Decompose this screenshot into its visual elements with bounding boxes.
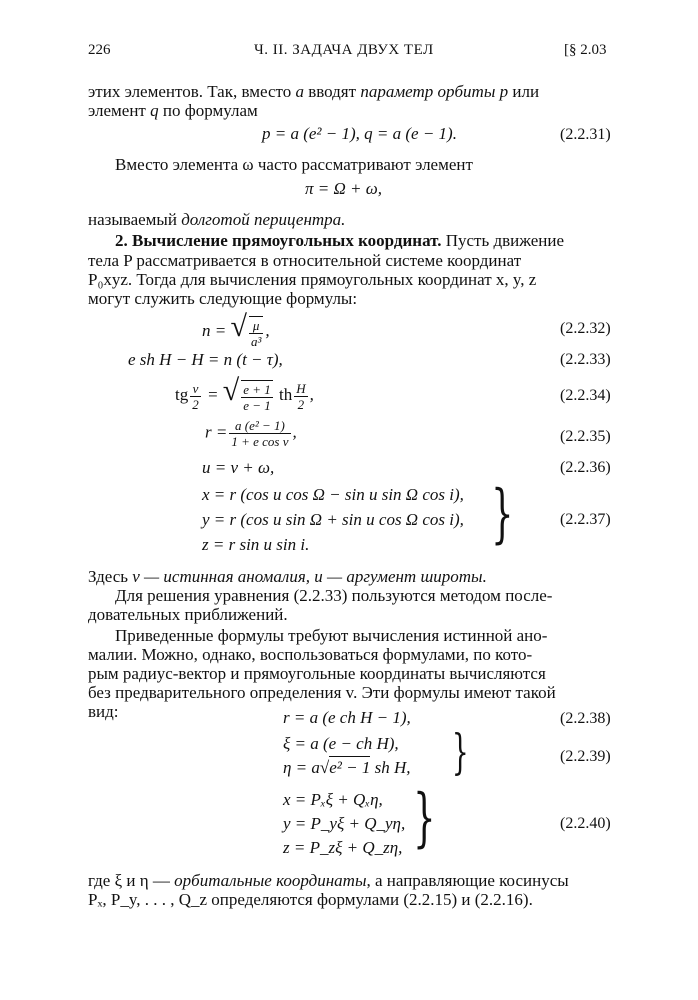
equation-2-2-35: r = $\frac{\text{a (e² − 1)}}{\text{1 + e cos v}}$ , <box>205 418 297 449</box>
equation-number: (2.2.39) <box>560 748 611 765</box>
page-number: 226 <box>88 42 111 58</box>
equation-number: (2.2.35) <box>560 428 611 445</box>
equation-2-2-36: u = v + ω, <box>202 458 275 477</box>
equation-number: (2.2.40) <box>560 815 611 832</box>
equation-2-2-37-z: z = r sin u sin i. <box>202 535 310 554</box>
section-heading: 2. Вычисление прямоугольных координат. Пусть движение <box>115 231 565 250</box>
text-line: элемент q по формулам <box>88 101 258 120</box>
equation-2-2-39-xi: ξ = a (e − ch H), <box>283 734 399 753</box>
equation-2-2-37-y: y = r (cos u sin Ω + sin u cos Ω cos i), <box>202 510 464 529</box>
equation-2-2-40-z: z = P_zξ + Q_zη, <box>283 838 403 857</box>
equation-2-2-37-x: x = r (cos u cos Ω − sin u sin Ω cos i), <box>202 485 464 504</box>
text-line: рым радиус-вектор и прямоугольные координаты вычисляются <box>88 664 546 683</box>
equation-number: (2.2.37) <box>560 511 611 528</box>
running-head: Ч. II. ЗАДАЧА ДВУХ ТЕЛ <box>254 42 434 58</box>
equation-2-2-34: tg $\frac{v}{2}$ = √ $\frac{e + 1}{e - 1}$ th $\frac{H}{2}$ , <box>175 374 314 413</box>
equation-2-2-40-x: x = Pₓξ + Qₓη, <box>283 790 383 809</box>
text-line: Приведенные формулы требуют вычисления истинной ано- <box>115 626 548 645</box>
right-brace: } <box>491 477 514 551</box>
text-line: этих элементов. Так, вместо a вводят параметр орбиты p или <box>88 82 540 101</box>
text-line: вид: <box>88 702 119 721</box>
equation-2-2-33: e sh H − H = n (t − τ), <box>128 350 283 369</box>
text-line: Вместо элемента ω часто рассматривают элемент <box>115 155 473 174</box>
equation-number: (2.2.33) <box>560 351 611 368</box>
equation-number: (2.2.38) <box>560 710 611 727</box>
equation-2-2-32: n = √ $\frac{\mu}{\text{a³}}$ , <box>202 310 270 349</box>
text-line: Для решения уравнения (2.2.33) пользуются методом после- <box>115 586 553 605</box>
text-line: довательных приближений. <box>88 605 288 624</box>
equation-number: (2.2.32) <box>560 320 611 337</box>
equation-number: (2.2.34) <box>560 387 611 404</box>
text-line: тела P рассматривается в относительной системе координат <box>88 251 522 270</box>
text-line: без предварительного определения v. Эти формулы имеют такой <box>88 683 556 702</box>
section-ref: [§ 2.03 <box>564 42 607 58</box>
equation-2-2-39-eta: η = a√e² − 1 sh H, <box>283 758 411 777</box>
equation-pi: π = Ω + ω, <box>305 179 383 198</box>
equation-2-2-40-y: y = P_yξ + Q_yη, <box>283 814 406 833</box>
text-line: называемый долготой перицентра. <box>88 210 346 229</box>
text-line: P₀xyz. Тогда для вычисления прямоугольных координат x, y, z <box>88 270 537 289</box>
text-line: могут служить следующие формулы: <box>88 289 358 308</box>
text-line: где ξ и η — орбитальные координаты, а направляющие косинусы <box>88 871 569 890</box>
text-line: Pₓ, P_y, . . . , Q_z определяются формулами (2.2.15) и (2.2.16). <box>88 890 533 909</box>
right-brace: } <box>451 724 469 780</box>
equation-2-2-31: p = a (e² − 1), q = a (e − 1). <box>262 124 457 143</box>
text-line: малии. Можно, однако, воспользоваться формулами, по кото- <box>88 645 533 664</box>
right-brace: } <box>413 781 436 855</box>
equation-2-2-38: r = a (e ch H − 1), <box>283 708 411 727</box>
equation-number: (2.2.31) <box>560 126 611 143</box>
equation-number: (2.2.36) <box>560 459 611 476</box>
text-line: Здесь v — истинная аномалия, u — аргумент широты. <box>88 567 487 586</box>
